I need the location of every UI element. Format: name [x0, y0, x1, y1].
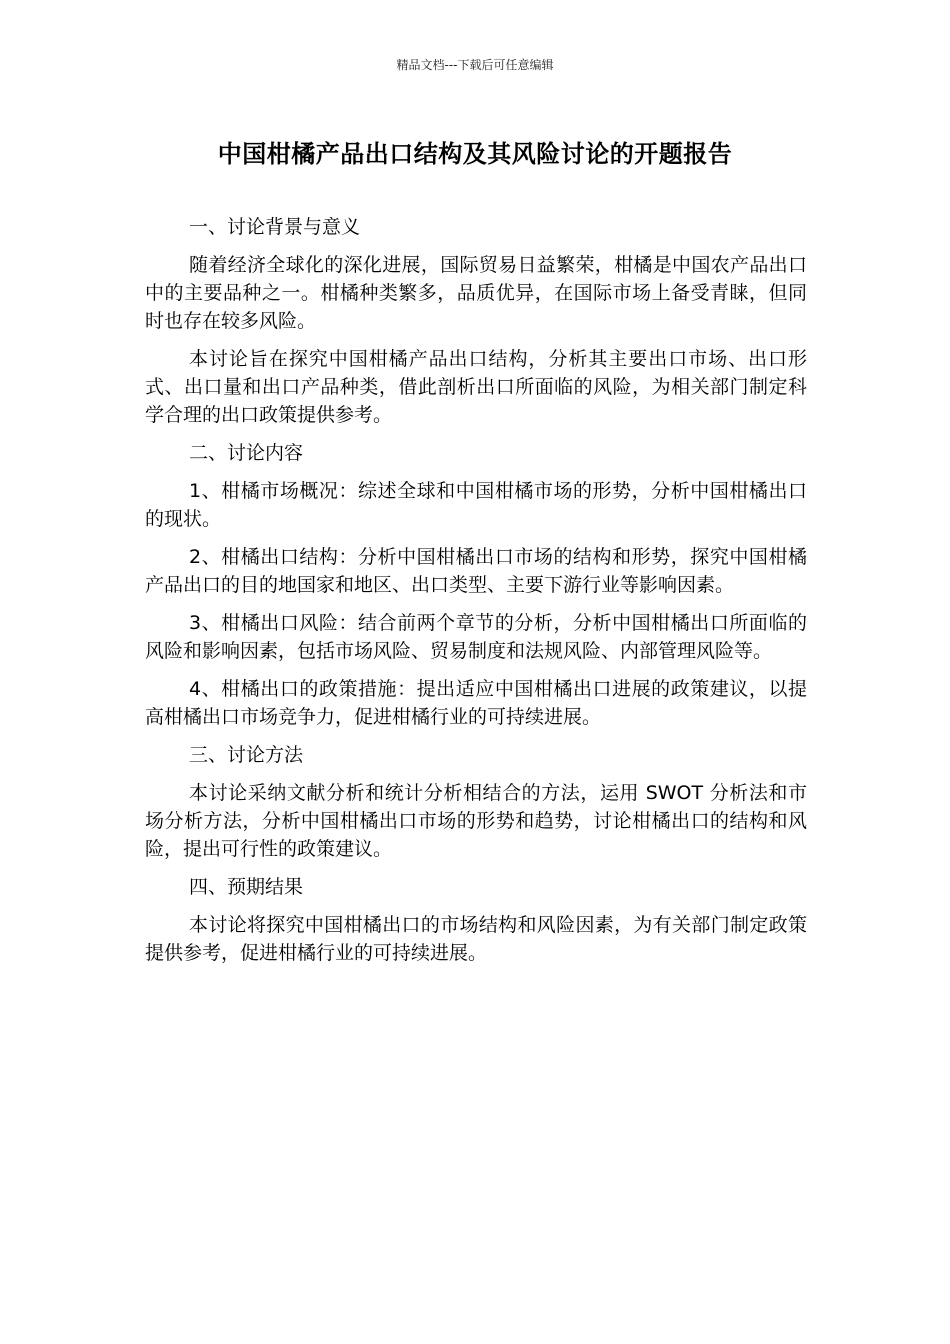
section-heading: 四、预期结果	[189, 876, 304, 898]
paragraph: 4、柑橘出口的政策措施：提出适应中国柑橘出口进展的政策建议，以提高柑橘出口市场竞争力，促进柑橘行业的可持续进展。	[145, 678, 807, 728]
section-heading: 一、讨论背景与意义	[189, 216, 361, 238]
document-title: 中国柑橘产品出口结构及其风险讨论的开题报告	[217, 140, 733, 168]
paragraph: 2、柑橘出口结构：分析中国柑橘出口市场的结构和形势，探究中国柑橘产品出口的目的地国家和地区、出口类型、主要下游行业等影响因素。	[145, 546, 807, 596]
paragraph: 1、柑橘市场概况：综述全球和中国柑橘市场的形势，分析中国柑橘出口的现状。	[145, 480, 807, 530]
paragraph: 3、柑橘出口风险：结合前两个章节的分析，分析中国柑橘出口所面临的风险和影响因素，包括市场风险、贸易制度和法规风险、内部管理风险等。	[145, 612, 807, 662]
section-background	[145, 213, 807, 429]
section-content	[145, 439, 807, 731]
section-methods	[145, 741, 807, 863]
paragraph: 本讨论采纳文献分析和统计分析相结合的方法，运用 SWOT 分析法和市场分析方法，分析中国柑橘出口市场的形势和趋势，讨论柑橘出口的结构和风险，提出可行性的政策建议。	[145, 782, 807, 860]
paragraph: 本讨论将探究中国柑橘出口的市场结构和风险因素，为有关部门制定政策提供参考，促进柑橘行业的可持续进展。	[145, 914, 807, 964]
paragraph: 本讨论旨在探究中国柑橘产品出口结构，分析其主要出口市场、出口形式、出口量和出口产品种类，借此剖析出口所面临的风险，为相关部门制定科学合理的出口政策提供参考。	[145, 348, 807, 426]
section-heading: 三、讨论方法	[189, 744, 304, 766]
page-header: 精品文档---下载后可任意编辑	[396, 58, 554, 72]
document-body	[145, 213, 807, 977]
section-expected-results	[145, 873, 807, 967]
paragraph: 随着经济全球化的深化进展，国际贸易日益繁荣，柑橘是中国农产品出口中的主要品种之一。柑橘种类繁多，品质优异，在国际市场上备受青睐，但同时也存在较多风险。	[145, 254, 807, 332]
section-heading: 二、讨论内容	[189, 442, 304, 464]
